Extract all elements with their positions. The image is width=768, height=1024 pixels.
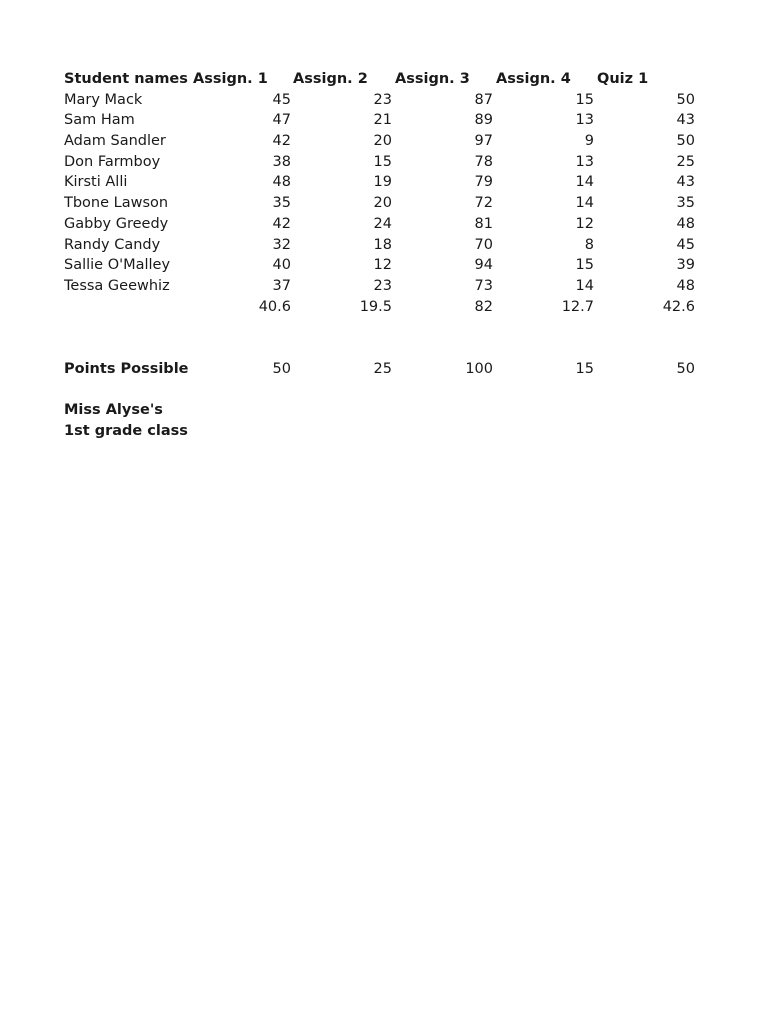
score-assign-3: 78 <box>474 153 493 170</box>
score-assign-1: 48 <box>272 174 291 191</box>
score-quiz-1: 39 <box>676 257 695 274</box>
class-teacher-label: Miss Alyse's <box>64 402 163 419</box>
student-row <box>64 276 704 297</box>
score-quiz-1: 48 <box>676 277 695 294</box>
score-assign-2: 20 <box>373 195 392 212</box>
points-possible-quiz-1: 50 <box>676 360 695 377</box>
header-student-names: Student names <box>64 71 188 87</box>
score-quiz-1: 50 <box>676 133 695 150</box>
score-quiz-1: 43 <box>676 174 695 191</box>
gradebook-sheet <box>64 69 704 441</box>
score-assign-4: 13 <box>575 112 594 129</box>
score-quiz-1: 43 <box>676 112 695 129</box>
header-row <box>64 69 704 90</box>
score-assign-3: 89 <box>474 112 493 129</box>
score-quiz-1: 35 <box>676 195 695 212</box>
points-possible-assign-2: 25 <box>373 360 392 377</box>
score-assign-2: 23 <box>373 277 392 294</box>
score-assign-3: 97 <box>474 133 493 150</box>
score-assign-1: 37 <box>272 277 291 294</box>
score-assign-4: 15 <box>575 91 594 108</box>
score-assign-4: 14 <box>575 277 594 294</box>
average-assign-3: 82 <box>474 298 493 315</box>
score-assign-2: 19 <box>373 174 392 191</box>
score-quiz-1: 45 <box>676 236 695 253</box>
student-row <box>64 172 704 193</box>
class-info-line-2-row <box>64 421 704 442</box>
student-name: Randy Candy <box>64 236 161 253</box>
average-assign-2: 19.5 <box>359 298 392 315</box>
score-assign-4: 14 <box>575 195 594 212</box>
score-assign-3: 70 <box>474 236 493 253</box>
student-name: Tessa Geewhiz <box>64 277 170 294</box>
score-assign-2: 12 <box>373 257 392 274</box>
score-assign-4: 13 <box>575 153 594 170</box>
score-assign-3: 81 <box>474 215 493 232</box>
score-assign-1: 47 <box>272 112 291 129</box>
score-assign-3: 72 <box>474 195 493 212</box>
score-assign-1: 32 <box>272 236 291 253</box>
class-info-line-1-row <box>64 400 704 421</box>
student-row <box>64 255 704 276</box>
averages-row <box>64 297 704 318</box>
score-assign-3: 73 <box>474 277 493 294</box>
header-assign-4: Assign. 4 <box>496 71 571 87</box>
score-assign-4: 15 <box>575 257 594 274</box>
average-assign-1: 40.6 <box>258 298 291 315</box>
student-name: Adam Sandler <box>64 133 166 150</box>
student-name: Don Farmboy <box>64 153 161 170</box>
student-row <box>64 90 704 111</box>
header-assign-2: Assign. 2 <box>293 71 368 87</box>
student-name: Gabby Greedy <box>64 215 169 232</box>
score-quiz-1: 48 <box>676 215 695 232</box>
score-assign-2: 23 <box>373 91 392 108</box>
student-name: Sallie O'Malley <box>64 257 171 274</box>
score-assign-3: 87 <box>474 91 493 108</box>
score-assign-3: 94 <box>474 257 493 274</box>
student-row <box>64 214 704 235</box>
score-assign-2: 20 <box>373 133 392 150</box>
score-assign-1: 38 <box>272 153 291 170</box>
student-name: Mary Mack <box>64 91 143 108</box>
student-row <box>64 235 704 256</box>
points-possible-assign-4: 15 <box>575 360 594 377</box>
header-assign-1: Assign. 1 <box>193 71 268 87</box>
score-assign-1: 42 <box>272 215 291 232</box>
score-assign-1: 35 <box>272 195 291 212</box>
score-quiz-1: 50 <box>676 91 695 108</box>
student-row <box>64 110 704 131</box>
score-assign-2: 15 <box>373 153 392 170</box>
student-name: Kirsti Alli <box>64 174 128 191</box>
student-name: Sam Ham <box>64 112 135 129</box>
score-assign-4: 9 <box>584 133 594 150</box>
blank-row <box>64 379 704 400</box>
blank-rows <box>64 317 704 358</box>
score-assign-4: 8 <box>584 236 594 253</box>
header-assign-3: Assign. 3 <box>395 71 470 87</box>
student-row <box>64 131 704 152</box>
student-row <box>64 152 704 173</box>
score-assign-2: 24 <box>373 215 392 232</box>
score-assign-1: 40 <box>272 257 291 274</box>
points-possible-row <box>64 359 704 380</box>
score-assign-2: 21 <box>373 112 392 129</box>
header-quiz-1: Quiz 1 <box>597 71 649 87</box>
score-assign-4: 12 <box>575 215 594 232</box>
score-assign-3: 79 <box>474 174 493 191</box>
average-quiz-1: 42.6 <box>662 298 695 315</box>
student-name: Tbone Lawson <box>64 195 169 212</box>
score-assign-1: 45 <box>272 91 291 108</box>
average-assign-4: 12.7 <box>561 298 594 315</box>
class-grade-label: 1st grade class <box>64 422 188 439</box>
points-possible-label: Points Possible <box>64 360 189 377</box>
score-quiz-1: 25 <box>676 153 695 170</box>
student-row <box>64 193 704 214</box>
score-assign-4: 14 <box>575 174 594 191</box>
points-possible-assign-3: 100 <box>465 360 493 377</box>
score-assign-1: 42 <box>272 133 291 150</box>
score-assign-2: 18 <box>373 236 392 253</box>
points-possible-assign-1: 50 <box>272 360 291 377</box>
